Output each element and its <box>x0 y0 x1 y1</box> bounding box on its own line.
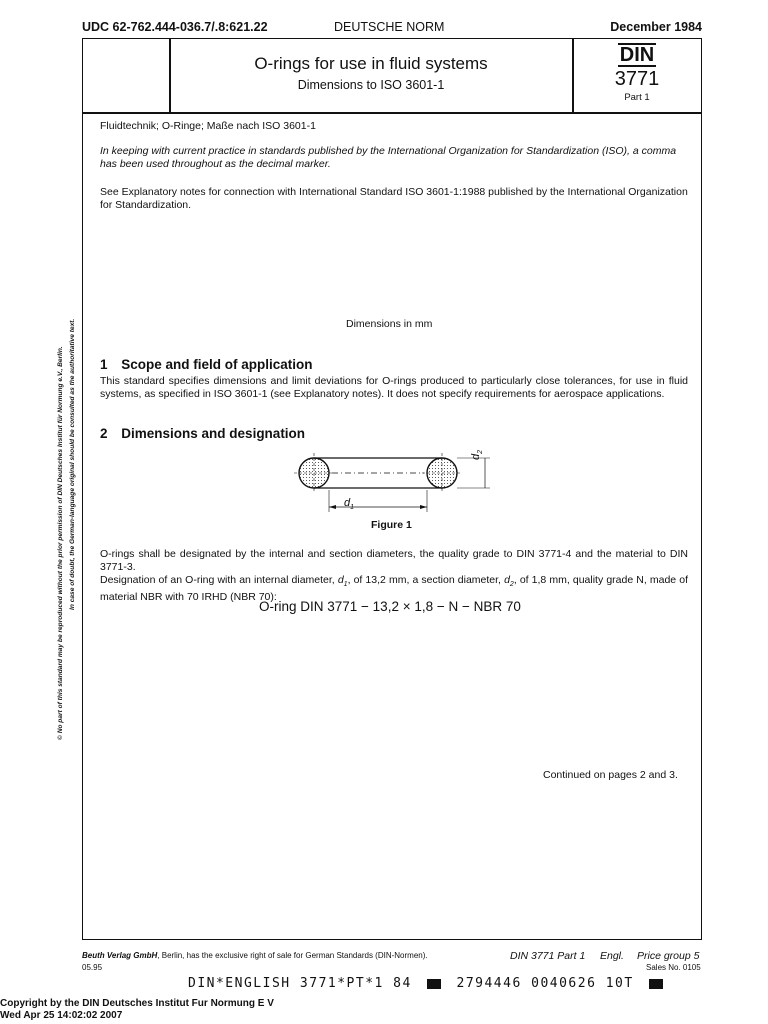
example-part-3: , of 1,8 mm, quality grade N, made of material NBR with 70 IRHD (NBR 70): <box>100 574 688 604</box>
explanatory-note: See Explanatory notes for connection with International Standard ISO 3601-1:1988 published by the International Organization for Standardization. <box>100 186 688 211</box>
barcode-block-1 <box>427 979 441 989</box>
dimensions-note: Dimensions in mm <box>346 318 433 330</box>
continued-note: Continued on pages 2 and 3. <box>543 769 678 781</box>
udc-code: UDC 62-762.444-036.7/.8:621.22 <box>82 20 268 34</box>
date-code: 05.95 <box>82 963 103 972</box>
d1-arrow-left <box>329 505 336 509</box>
footer-price-group: Price group 5 <box>637 950 700 962</box>
timestamp-line: Wed Apr 25 14:02:02 2007 <box>0 1010 123 1021</box>
figure-caption: Figure 1 <box>371 519 412 531</box>
example-part-2: , of 13,2 mm, a section diameter, <box>347 574 505 586</box>
copyright-line: Copyright by the DIN Deutsches Institut Fur Normung E V <box>0 998 274 1009</box>
d2-subscript: 2 <box>477 449 485 454</box>
din-mark: DIN <box>619 44 655 66</box>
barcode-text <box>188 976 663 991</box>
publisher-name: Beuth Verlag GmbH <box>82 951 158 960</box>
section-1-heading <box>100 357 313 372</box>
d1-label <box>344 497 354 511</box>
example-d1 <box>337 574 348 589</box>
standard-number: 3771 <box>614 68 660 90</box>
d1-subscript: 1 <box>350 504 355 512</box>
figure-1-oring-drawing <box>290 446 500 516</box>
copyright-notice: © No part of this standard may be reproduced without the prior permission of DIN Deutsches Institut für Normung e.V., Berlin. <box>57 346 64 740</box>
publication-date: December 1984 <box>610 20 702 34</box>
example-d2-letter: d <box>504 574 510 586</box>
example-d1-sub: 1 <box>343 581 348 589</box>
norm-label: DEUTSCHE NORM <box>334 20 445 34</box>
section-1-title: Scope and field of application <box>121 357 313 372</box>
section-2-number: 2 <box>100 426 108 441</box>
barcode-prefix: DIN*ENGLISH 3771*PT*1 84 <box>188 976 412 991</box>
publisher-line <box>82 951 428 960</box>
footer-sales-no: Sales No. 0105 <box>646 963 701 972</box>
example-d2 <box>504 574 514 589</box>
section-2-heading <box>100 426 305 441</box>
german-title: Fluidtechnik; O-Ringe; Maße nach ISO 3601-1 <box>100 120 316 132</box>
publisher-rights: , Berlin, has the exclusive right of sale for German Standards (DIN-Normen). <box>157 951 428 960</box>
example-d2-sub: 2 <box>509 581 514 589</box>
language-notice: In case of doubt, the German-language original should be consulted as the authoritative text. <box>69 318 76 610</box>
footer-language: Engl. <box>600 950 624 962</box>
barcode-block-2 <box>649 979 663 989</box>
example-d1-letter: d <box>337 574 344 586</box>
section-1-text: This standard specifies dimensions and limit deviations for O-rings produced to particularly close tolerances, for use in fluid systems, as specified in ISO 3601-1 (see Explanatory notes). It does not specify requirements for aerospace applications. <box>100 375 688 400</box>
d2-letter: d <box>470 453 482 460</box>
barcode-number: 2794446 0040626 10T <box>456 976 634 991</box>
d1-arrow-right <box>420 505 427 509</box>
section-2-title: Dimensions and designation <box>121 426 306 441</box>
document-title: O-rings for use in fluid systems <box>254 54 488 73</box>
din-label <box>573 43 701 67</box>
title-divider-bottom <box>82 112 702 114</box>
designation-formula: O-ring DIN 3771 − 13,2 × 1,8 − N − NBR 70 <box>259 599 521 614</box>
d1-letter: d <box>344 497 351 509</box>
example-part-1: Designation of an O-ring with an internal diameter, <box>100 574 338 586</box>
decimal-marker-note: In keeping with current practice in standards published by the International Organization for Standardization (ISO), a comma has been used throughout as the decimal marker. <box>100 145 677 170</box>
document-subtitle: Dimensions to ISO 3601-1 <box>297 78 445 92</box>
standard-part: Part 1 <box>624 92 650 103</box>
designation-text: O-rings shall be designated by the internal and section diameters, the quality grade to DIN 3771-4 and the material to DIN 3771-3. <box>100 548 688 573</box>
section-1-number: 1 <box>100 357 108 372</box>
d2-label <box>470 450 484 460</box>
footer-ref: DIN 3771 Part 1 <box>510 950 586 962</box>
title-divider-left <box>169 38 171 113</box>
